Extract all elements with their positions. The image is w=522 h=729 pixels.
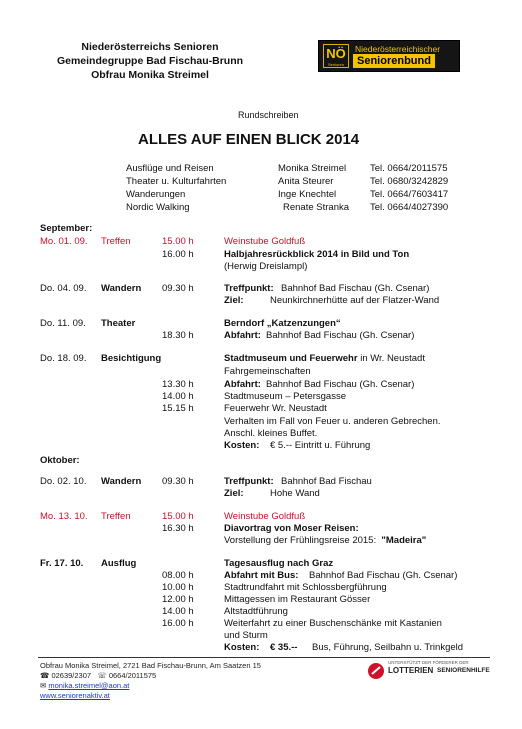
- event-value: Bahnhof Bad Fischau (Gh. Csenar): [281, 283, 430, 294]
- noe-badge-icon: NÖ Senioren: [323, 44, 349, 68]
- event-value: Hohe Wand: [270, 488, 320, 499]
- event-date: Mo. 13. 10.: [40, 511, 88, 522]
- event-description: (Herwig Dreislampl): [224, 261, 308, 272]
- event-type: Treffen: [101, 511, 131, 522]
- footer-email: [40, 681, 129, 690]
- event-date: Do. 04. 09.: [40, 283, 87, 294]
- event-label: Treffpunkt:: [224, 283, 274, 294]
- contact-name: Inge Knechtel: [278, 189, 337, 200]
- logo-main-text: Seniorenbund: [353, 54, 435, 68]
- event-time: 09.30 h: [162, 283, 194, 294]
- event-date: Mo. 01. 09.: [40, 236, 88, 247]
- event-type: Treffen: [101, 236, 131, 247]
- footer-phones: ☎ 02639/2307 ☏ 0664/2011575: [40, 671, 157, 680]
- event-type: Ausflug: [101, 558, 137, 569]
- event-description: Vorstellung der Frühlingsreise 2015: "Madeira": [224, 535, 427, 546]
- event-date: Do. 11. 09.: [40, 318, 86, 329]
- mail-icon: ✉: [40, 681, 47, 690]
- event-label: Kosten:: [224, 642, 260, 653]
- event-type: Wandern: [101, 476, 142, 487]
- org-name: Niederösterreichs Senioren: [81, 41, 219, 53]
- event-time: 10.00 h: [162, 582, 194, 593]
- footer-divider: [38, 657, 490, 658]
- event-description: Tagesausflug nach Graz: [224, 558, 334, 569]
- event-time: 15.15 h: [162, 403, 194, 414]
- event-description: Stadtmuseum und Feuerwehr in Wr. Neustadt: [224, 353, 425, 364]
- contact-tel: Tel. 0664/7603417: [370, 189, 449, 200]
- event-description: Stadtmuseum – Petersgasse: [224, 391, 346, 402]
- event-label: Abfahrt:: [224, 330, 261, 341]
- logo-top-text: Niederösterreichischer: [355, 44, 441, 54]
- contact-name: Monika Streimel: [278, 163, 347, 174]
- contact-name: Renate Stranka: [283, 202, 350, 213]
- event-time: 14.00 h: [162, 391, 194, 402]
- event-date: Do. 02. 10.: [40, 476, 87, 487]
- event-description: Feuerwehr Wr. Neustadt: [224, 403, 327, 414]
- contact-activity: Ausflüge und Reisen: [126, 163, 214, 174]
- event-type: Wandern: [101, 283, 142, 294]
- event-description: Mittagessen im Restaurant Gösser: [224, 594, 371, 605]
- event-description: Anschl. kleines Buffet.: [224, 428, 318, 439]
- event-label: Kosten:: [224, 440, 260, 451]
- event-description: Fahrgemeinschaften: [224, 366, 311, 377]
- event-value: Bahnhof Bad Fischau (Gh. Csenar): [266, 330, 415, 341]
- event-description: Altstadtführung: [224, 606, 288, 617]
- contact-name: Anita Steurer: [278, 176, 334, 187]
- month-heading-oktober: Oktober:: [40, 455, 80, 466]
- event-value: Bahnhof Bad Fischau (Gh. Csenar): [266, 379, 415, 390]
- event-value: Bahnhof Bad Fischau (Gh. Csenar): [309, 570, 458, 581]
- contact-tel: Tel. 0664/4027390: [370, 202, 449, 213]
- event-label: Abfahrt mit Bus:: [224, 570, 299, 581]
- event-description: Verhalten im Fall von Feuer u. anderen Gebrechen.: [224, 416, 441, 427]
- seniorenbund-logo: [318, 40, 460, 72]
- event-description: Diavortrag von Moser Reisen:: [224, 523, 359, 534]
- contact-activity: Wanderungen: [126, 189, 186, 200]
- event-time: 09.30 h: [162, 476, 194, 487]
- event-type: Besichtigung: [101, 353, 162, 364]
- event-time: 15.00 h: [162, 236, 194, 247]
- contact-tel: Tel. 0664/2011575: [370, 163, 448, 174]
- event-label: Ziel:: [224, 295, 244, 306]
- event-value: € 5.-- Eintritt u. Führung: [270, 440, 371, 451]
- footer-address: Obfrau Monika Streimel, 2721 Bad Fischau-Brunn, Am Saatzen 15: [40, 661, 261, 670]
- org-chair: Obfrau Monika Streimel: [91, 69, 209, 81]
- event-value: Bus, Führung, Seilbahn u. Trinkgeld: [312, 642, 464, 653]
- event-description: Stadtrundfahrt mit Schlossbergführung: [224, 582, 387, 593]
- page-title: ALLES AUF EINEN BLICK 2014: [138, 131, 360, 148]
- event-time: 16.30 h: [162, 523, 194, 534]
- event-description: und Sturm: [224, 630, 268, 641]
- event-description: Halbjahresrückblick 2014 in Bild und Ton: [224, 249, 410, 260]
- event-time: 12.00 h: [162, 594, 194, 605]
- event-date: Do. 18. 09.: [40, 353, 87, 364]
- event-location: Weinstube Goldfuß: [224, 511, 306, 522]
- contact-tel: Tel. 0680/3242829: [370, 176, 449, 187]
- event-time: 14.00 h: [162, 606, 194, 617]
- event-type: Theater: [101, 318, 136, 329]
- event-location: Weinstube Goldfuß: [224, 236, 306, 247]
- org-group: Gemeindegruppe Bad Fischau-Brunn: [56, 55, 244, 67]
- month-heading-september: September:: [40, 223, 93, 234]
- event-description: Berndorf „Katzenzungen“: [224, 318, 341, 329]
- event-date: Fr. 17. 10.: [40, 558, 84, 569]
- event-label: Abfahrt:: [224, 379, 261, 390]
- lotterien-icon: [367, 662, 385, 680]
- event-value: Neunkirchnerhütte auf der Flatzer-Wand: [270, 295, 440, 306]
- website-link[interactable]: www.seniorenaktiv.at: [40, 691, 110, 700]
- event-time: 08.00 h: [162, 570, 194, 581]
- event-time: 15.00 h: [162, 511, 194, 522]
- event-description: Weiterfahrt zu einer Buschenschänke mit Kastanien: [224, 618, 442, 629]
- contact-activity: Nordic Walking: [126, 202, 190, 213]
- event-label: Treffpunkt:: [224, 476, 274, 487]
- doc-type: Rundschreiben: [238, 110, 299, 120]
- event-time: 18.30 h: [162, 330, 194, 341]
- event-value: € 35.--: [270, 642, 298, 653]
- mobile-icon: ☏: [97, 671, 107, 680]
- event-time: 16.00 h: [162, 618, 194, 629]
- event-time: 13.30 h: [162, 379, 194, 390]
- phone-icon: ☎: [40, 671, 50, 680]
- event-time: 16.00 h: [162, 249, 194, 260]
- event-value: Bahnhof Bad Fischau: [281, 476, 372, 487]
- event-label: Ziel:: [224, 488, 244, 499]
- email-link[interactable]: monika.streimel@aon.at: [48, 681, 130, 690]
- contact-activity: Theater u. Kulturfahrten: [126, 176, 227, 187]
